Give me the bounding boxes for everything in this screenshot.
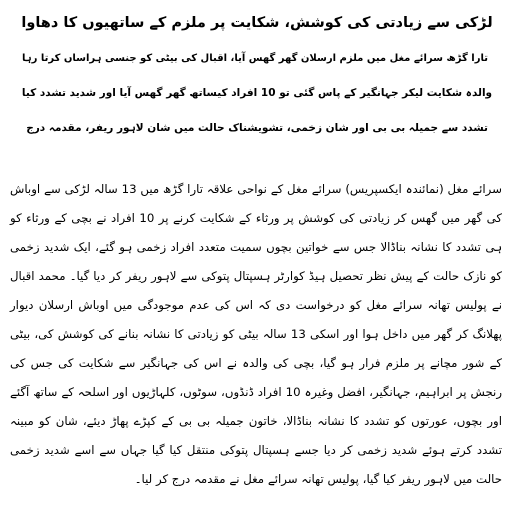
headline-sub-2: والدہ شکایت لیکر جہانگیر کے پاس گئی تو 10 افراد کیساتھ گھر گھس آیا اور شدید تشدد کیا [21,87,493,99]
headline-main: لڑکی سے زیادتی کی کوشش، شکایت پر ملزم کے ساتھیوں کا دھاوا [21,15,493,31]
headline-sub-3: تشدد سے جمیلہ بی بی اور شان زخمی، تشویشناک حالت میں شان لاہور ریفر، مقدمہ درج [26,122,488,134]
headline-sub-1: تارا گڑھ سرائے مغل میں ملزم ارسلان گھر گھس آیا، اقبال کی بیٹی کو جنسی ہراساں کرتا رہا [22,53,488,64]
headline-block [20,6,494,146]
article-body: سرائے مغل (نمائندہ ایکسپریس) سرائے مغل کے نواحی علاقہ تارا گڑھ میں 13 سالہ لڑکی سے اوباش کی گھر میں گھس کر زیادتی کی کوشش پر ورثاء کے شکایت کرنے پر 10 افراد نے بچی کے ورثاء کو ہی تشدد کا نشانہ بناڈالا جس سے خواتین بچوں سمیت متعدد افراد زخمی ہو گئے، ایک شدید زخمی کو نازک حالت کے پیش نظر تحصیل ہیڈ کوارٹر ہسپتال پتوکی سے لاہور ریفر کر دیا گیا۔ محمد اقبال نے پولیس تھانہ سرائے مغل کو درخواست دی کہ اس کی عدم موجودگی میں اوباش ارسلان دیوار پھلانگ کر گھر میں داخل ہوا اور اسکی 13 سالہ بیٹی کو زیادتی کا نشانہ بنانے کی کوشش کی، بیٹی کے شور مچانے پر ملزم فرار ہو گیا، بچی کی والدہ نے اس کی جہانگیر سے شکایت کی جس کی رنجش پر ابراہیم، جہانگیر، افضل وغیرہ 10 افراد ڈنڈوں، سوٹوں، کلہاڑیوں اور اسلحہ کے ساتھ آگئے اور بچوں، عورتوں کو تشدد کا نشانہ بناڈالا، خاتون جمیلہ بی بی کے کپڑے پھاڑ دیئے، شان کو مبینہ تشدد کرتے ہوئے شدید زخمی کر دیا جسے ہسپتال پتوکی منتقل کیا گیا جہاں سے اسے شدید زخمی حالت میں لاہور ریفر کیا گیا، پولیس تھانہ سرائے مغل نے مقدمہ درج کر لیا۔ [10,182,502,486]
